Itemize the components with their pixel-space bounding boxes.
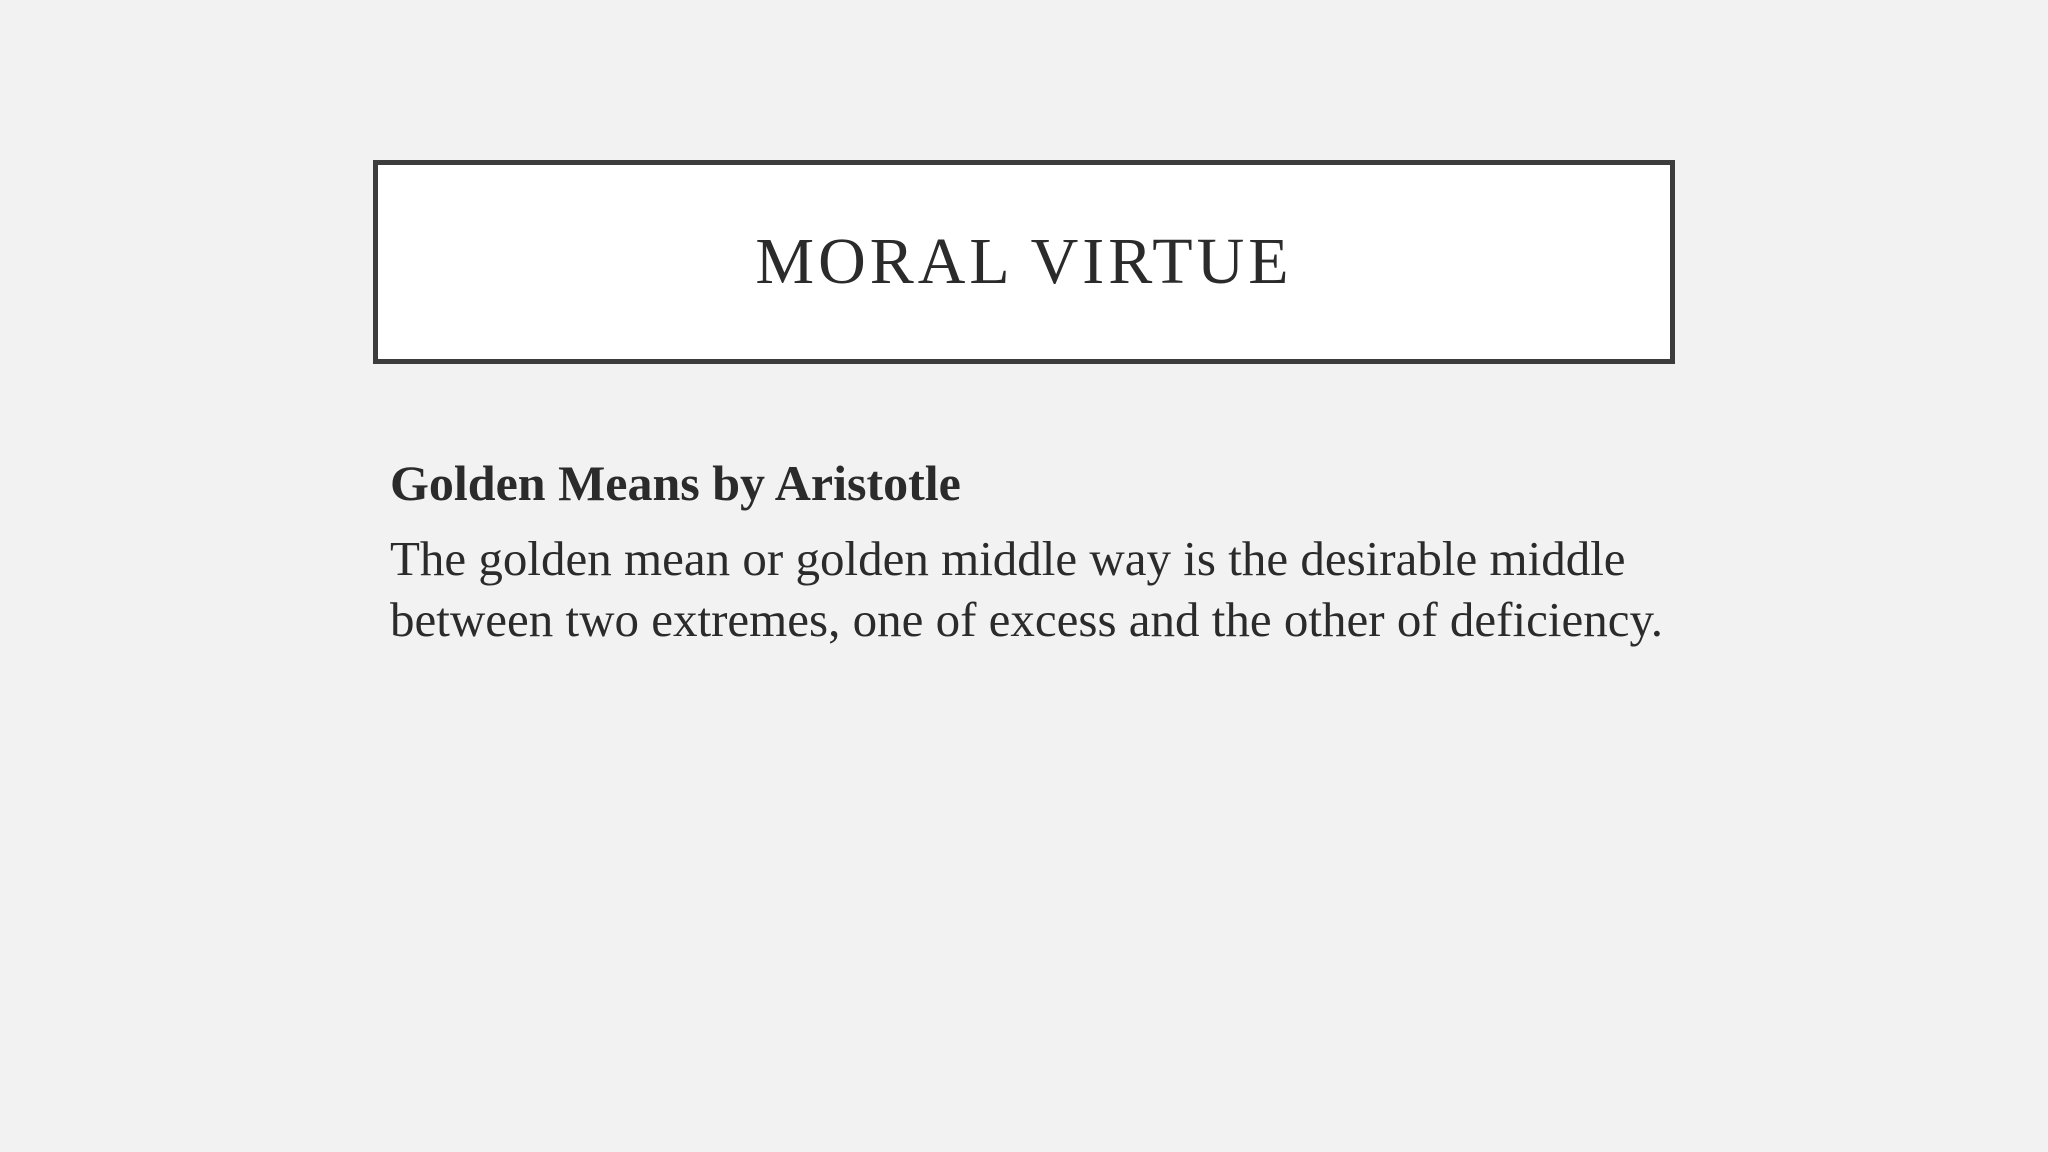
slide-content xyxy=(390,452,1680,650)
content-body: The golden mean or golden middle way is the desirable middle between two extremes, one of excess and the other of deficiency. xyxy=(390,531,1664,647)
slide-title: MORAL VIRTUE xyxy=(755,225,1293,298)
content-heading: Golden Means by Aristotle xyxy=(390,455,961,511)
title-box xyxy=(373,160,1675,364)
